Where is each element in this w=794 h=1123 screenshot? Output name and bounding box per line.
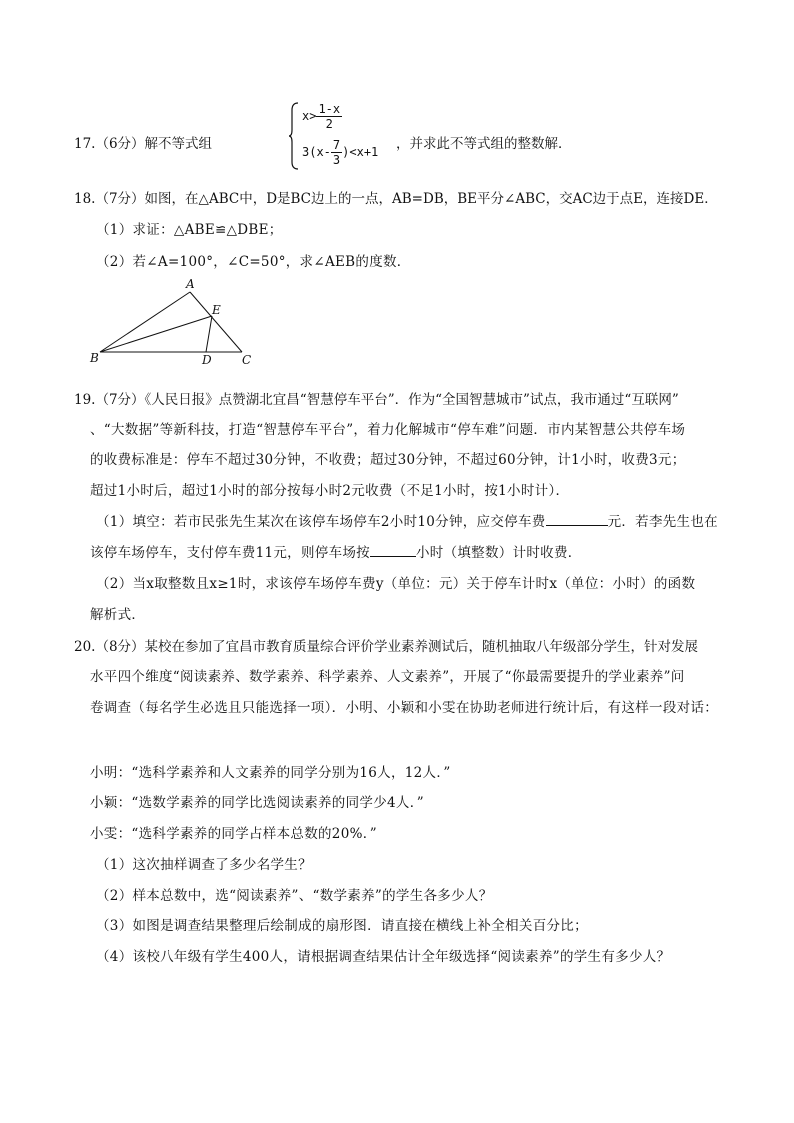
ineq1-numerator: 1-x [318,102,341,116]
q19-line4: 超过1小时后，超过1小时的部分按每小时2元收费（不足1小时，按1小时计）． [90,483,570,499]
q18-part1: （1）求证：△ABE≌△DBE； [96,222,283,238]
segment-de [206,316,212,352]
q20-line2: 水平四个维度“阅读素养、数学素养、科学素养、人文素养”，开展了“你最需要提升的学业素养”问 [90,669,685,685]
label-b: B [90,351,99,365]
ineq2-numerator: 7 [332,138,341,152]
ineq2-right: )<x+1 [342,145,379,159]
left-brace-icon [288,102,300,170]
segment-ac [190,292,242,352]
segment-be [100,316,212,352]
ineq1-left: x> [302,109,317,123]
q20-line1: 20.（8分）某校在参加了宜昌市教育质量综合评价学业素养测试后，随机抽取八年级部分学生，针对发展 [74,639,699,655]
q19-line3: 的收费标准是：停车不超过30分钟，不收费；超过30分钟，不超过60分钟，计1小时，收费3元； [90,452,686,468]
q18-stem: 18.（7分）如图，在△ABC中，D是BC边上的一点，AB=DB，BE平分∠ABC，交AC边于点E，连接DE． [74,191,718,207]
label-a: A [186,278,195,291]
inequality-2 [302,138,378,167]
answer-blank-2[interactable] [370,542,416,557]
label-c: C [242,353,252,367]
q20-dialog-xiaoming: 小明：“选科学素养和人文素养的同学分别为16人，12人．” [90,765,451,781]
q19-part2-line1: （2）当x取整数且x≥1时，求该停车场停车费y（单位：元）关于停车计时x（单位：小时）的函数 [96,576,696,592]
q19-part2-line2: 解析式． [90,607,146,623]
q20-part2: （2）样本总数中，选“阅读素养”、“数学素养”的学生各多少人？ [96,888,493,904]
answer-blank-1[interactable] [546,511,608,526]
ineq1-denominator: 2 [325,117,333,131]
ineq2-denominator: 3 [332,153,341,167]
q17-tail: ，并求此不等式组的整数解． [396,136,572,152]
q20-line3: 卷调查（每名学生必选且只能选择一项）．小明、小颖和小雯在协助老师进行统计后，有这样一段对话： [90,700,719,716]
ineq2-left: 3(x- [302,145,331,159]
triangle-figure [86,278,256,368]
q19-line2: 、“大数据”等新科技，打造“智慧停车平台”，着力化解城市“停车难”问题．市内某智慧公共停车场 [90,422,686,438]
ineq1-fraction [316,102,342,131]
ineq2-fraction [331,138,342,167]
q19-part1-text-b: 元．若李先生也在 [607,514,718,530]
inequality-1 [302,102,342,131]
segment-ba [100,292,190,352]
q20-part4: （4）该校八年级有学生400人，请根据调查结果估计全年级选择“阅读素养”的学生有多少人？ [96,949,671,965]
q18-part2: （2）若∠A=100°，∠C=50°，求∠AEB的度数． [96,254,411,270]
q19-part1-text-c: 该停车场停车，支付停车费11元，则停车场按 [90,545,370,561]
q19-line1: 19.（7分）《人民日报》点赞湖北宜昌“智慧停车平台”．作为“全国智慧城市”试点，我市通过“互联网” [74,392,679,408]
q20-dialog-xiaoying: 小颖：“选数学素养的同学比选阅读素养的同学少4人．” [90,795,424,811]
q19-part1-text-a: （1）填空：若市民张先生某次在该停车场停车2小时10分钟，应交停车费 [96,514,546,530]
q19-part1-text-d: 小时（填整数）计时收费． [415,545,582,561]
q19-part1-line2 [90,541,582,561]
q20-part3: （3）如图是调查结果整理后绘制成的扇形图．请直接在横线上补全相关百分比； [96,918,588,934]
q19-part1-line1 [96,510,718,530]
label-e: E [212,303,221,317]
label-d: D [202,353,212,367]
q17-label: 17.（6分）解不等式组 [74,136,213,152]
q20-dialog-xiaowen: 小雯：“选科学素养的同学占样本总数的20%．” [90,826,377,842]
q20-part1: （1）这次抽样调查了多少名学生？ [96,857,312,873]
question-17 [74,98,774,173]
